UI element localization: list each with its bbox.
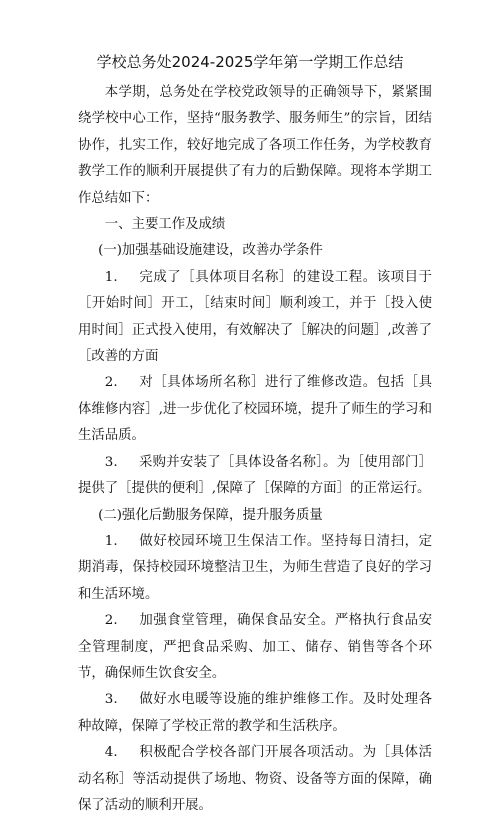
- item-text: 加强食堂管理，确保食品安全。严格执行食品安全管理制度，严把食品采购、加工、储存、销售等各个环节，确保师生饮食安全。: [78, 613, 432, 681]
- list-item: [78, 370, 432, 449]
- item-text: 做好水电暖等设施的维护维修工作。及时处理各种故障，保障了学校正常的教学和生活秩序。: [78, 692, 432, 734]
- item-number: 1.: [104, 533, 118, 549]
- item-text: 积极配合学校各部门开展各项活动。为［具体活动名称］等活动提供了场地、物资、设备等方面的保障，确保了活动的顺利开展。: [78, 745, 432, 813]
- list-item: [78, 608, 432, 687]
- subsection-heading-service: (二)强化后勤服务保障，提升服务质量: [98, 507, 323, 523]
- subsection-heading-infrastructure: (一)加强基础设施建设，改善办学条件: [98, 243, 323, 259]
- item-number: 2.: [104, 613, 118, 629]
- list-item: [78, 687, 432, 740]
- item-text: 对［具体场所名称］进行了维修改造。包括［具体维修内容］,进一步优化了校园环境，提升了师生的学习和生活品质。: [78, 375, 432, 444]
- item-number: 2.: [104, 375, 118, 391]
- item-number: 3.: [104, 454, 118, 470]
- section-heading-main-work: 一、主要工作及成绩: [104, 217, 226, 233]
- list-item: [78, 450, 432, 503]
- item-text: 做好校园环境卫生保洁工作。坚持每日清扫，定期消毒，保持校园环境整洁卫生，为师生营造了良好的学习和生活环境。: [78, 533, 432, 602]
- list-item: [78, 265, 432, 371]
- document-title: 学校总务处2024-2025学年第一学期工作总结: [96, 53, 404, 71]
- item-number: 4.: [104, 745, 118, 761]
- document-body: [78, 80, 432, 819]
- intro-paragraph: 本学期，总务处在学校党政领导的正确领导下，紧紧围绕学校中心工作，坚持“服务教学、服务师生”的宗旨，团结协作，扎实工作，较好地完成了各项工作任务，为学校教育教学工作的顺利开展提供了有力的后勤保障。现将本学期工作总结如下：: [78, 85, 432, 206]
- list-item: [78, 529, 432, 608]
- item-number: 1.: [104, 269, 118, 285]
- item-text: 完成了［具体项目名称］的建设工程。该项目于［开始时间］开工，［结束时间］顺利竣工，并于［投入使用时间］正式投入使用，有效解决了［解决的问题］,改善了［改善的方面: [78, 269, 432, 365]
- list-item: [78, 740, 432, 819]
- item-number: 3.: [104, 692, 118, 708]
- item-text: 采购并安装了［具体设备名称］。为［使用部门］提供了［提供的便利］,保障了［保障的方面］的正常运行。: [78, 454, 432, 497]
